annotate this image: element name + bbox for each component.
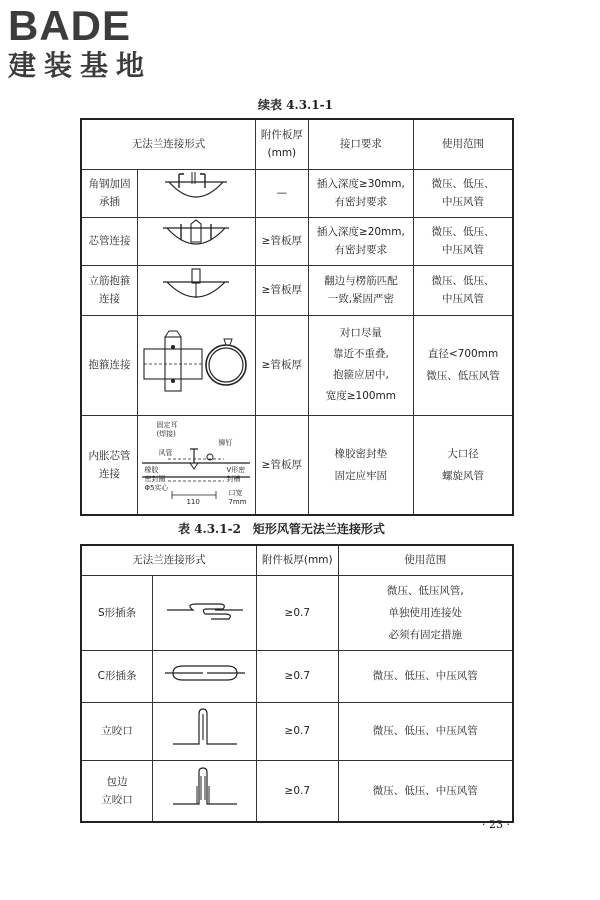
row-interface-line2: 固定应牢固 — [334, 469, 388, 482]
table-row — [81, 702, 513, 760]
row-interface-line2: 靠近不重叠, — [332, 348, 389, 360]
row-scope — [414, 217, 513, 265]
row-interface-line3: 抱箍应居中, — [332, 369, 389, 381]
table1-caption: 续表 4.3.1-1 — [258, 98, 333, 112]
label-solid-core: Φ5实心 — [144, 483, 169, 492]
label-rivet: 铆钉 — [218, 438, 233, 447]
row-scope — [414, 169, 513, 217]
row-thickness: ≥0.7 — [256, 702, 338, 760]
label-width: 110 — [186, 497, 200, 506]
row-thickness: ≥管板厚 — [255, 415, 308, 515]
header-thickness-line1: 附件板厚 — [260, 129, 303, 142]
label-mouth-width-2: 7mm — [228, 497, 247, 506]
table-4-3-1-2 — [80, 544, 514, 823]
row-scope: 微压、低压、中压风管 — [338, 760, 513, 822]
row-interface — [308, 265, 413, 315]
row-interface — [308, 169, 413, 217]
table-row — [81, 217, 513, 265]
logo-wordmark: BADE — [8, 2, 132, 49]
row-name: 芯管连接 — [81, 217, 137, 265]
row-scope-line1: 微压、低压、 — [431, 226, 495, 238]
table-row — [81, 265, 513, 315]
label-v-groove-1: V形密 — [226, 465, 246, 474]
header-interface: 接口要求 — [308, 119, 413, 169]
label-fixed-ear: 固定耳 — [156, 420, 178, 429]
row-interface-line2: 有密封要求 — [334, 244, 388, 256]
table2-caption: 表 4.3.1-2 矩形风管无法兰连接形式 — [178, 522, 385, 536]
row-interface-line2: 一致,紧固严密 — [327, 293, 395, 305]
table-row — [81, 315, 513, 415]
diagram-standing-seam — [153, 702, 257, 760]
row-interface — [308, 415, 413, 515]
row-name-line2: 立咬口 — [101, 793, 133, 806]
row-scope-line2: 螺旋风管 — [442, 469, 485, 482]
row-thickness: ≥管板厚 — [255, 315, 308, 415]
table-continued-4-3-1-1 — [80, 118, 514, 516]
row-interface — [308, 217, 413, 265]
row-name-line1: 立筋抱箍 — [88, 275, 131, 287]
row-thickness: — — [255, 169, 308, 217]
header-form: 无法兰连接形式 — [81, 545, 256, 575]
rib-hoop-diagram — [151, 266, 241, 308]
row-interface-line1: 橡胶密封垫 — [334, 447, 388, 460]
row-interface — [308, 315, 413, 415]
row-name: 立咬口 — [81, 702, 153, 760]
row-name-line1: 包边 — [106, 775, 128, 788]
table1-header-row — [81, 119, 513, 169]
row-name — [81, 415, 137, 515]
row-thickness: ≥管板厚 — [255, 265, 308, 315]
row-thickness: ≥0.7 — [256, 575, 338, 650]
row-thickness: ≥0.7 — [256, 760, 338, 822]
diagram-core-pipe — [137, 217, 255, 265]
header-thickness — [255, 119, 308, 169]
row-interface-line1: 插入深度≥20mm, — [316, 226, 405, 238]
label-duct: 风管 — [158, 448, 173, 457]
row-scope-line2: 单独使用连接处 — [388, 606, 463, 619]
header-thickness: 附件板厚(mm) — [256, 545, 338, 575]
row-thickness: ≥管板厚 — [255, 217, 308, 265]
diagram-rib-hoop — [137, 265, 255, 315]
row-scope-line2: 微压、低压风管 — [426, 370, 500, 382]
row-scope — [414, 265, 513, 315]
label-v-groove-2: 封槽 — [226, 474, 241, 483]
logo — [8, 4, 178, 82]
row-name: 抱箍连接 — [81, 315, 137, 415]
diagram-wrapped-standing-seam — [153, 760, 257, 822]
table-row — [81, 169, 513, 217]
row-scope-line1: 微压、低压、 — [431, 178, 495, 190]
row-name — [81, 169, 137, 217]
row-interface-line1: 插入深度≥30mm, — [316, 178, 405, 190]
diagram-c-strip — [153, 650, 257, 702]
angle-steel-socket-diagram — [151, 170, 241, 210]
row-name: S形插条 — [81, 575, 153, 650]
row-scope-line3: 必须有固定措施 — [388, 628, 463, 641]
diagram-expanding-core — [137, 415, 255, 515]
table2-header-row — [81, 545, 513, 575]
row-scope: 微压、低压、中压风管 — [338, 650, 513, 702]
page-number: · 23 · — [482, 818, 510, 831]
core-pipe-diagram — [151, 218, 241, 258]
hoop-connection-diagram — [140, 327, 252, 397]
wrapped-standing-seam-diagram — [163, 766, 247, 810]
row-scope-line2: 中压风管 — [442, 196, 485, 208]
header-scope: 使用范围 — [414, 119, 513, 169]
header-form: 无法兰连接形式 — [81, 119, 255, 169]
row-name-line1: 内胀芯管 — [88, 449, 131, 462]
row-name-line2: 承插 — [98, 196, 120, 208]
diagram-hoop-connection — [137, 315, 255, 415]
label-mouth-width-1: 口宽 — [228, 488, 243, 497]
row-scope-line1: 直径<700mm — [427, 348, 499, 360]
row-interface-line1: 对口尽量 — [339, 327, 382, 339]
expanding-core-diagram — [138, 419, 254, 511]
row-name-line1: 角钢加固 — [88, 178, 131, 190]
header-scope: 使用范围 — [338, 545, 513, 575]
header-thickness-line2: (mm) — [267, 147, 297, 160]
row-thickness: ≥0.7 — [256, 650, 338, 702]
label-rubber-seal-2: 密封圈 — [144, 474, 166, 483]
table-row — [81, 650, 513, 702]
row-scope-line1: 微压、低压风管, — [386, 584, 464, 597]
diagram-angle-steel-socket — [137, 169, 255, 217]
row-interface-line4: 宽度≥100mm — [325, 390, 397, 402]
row-interface-line1: 翻边与楞筋匹配 — [324, 275, 398, 287]
row-scope-line1: 微压、低压、 — [431, 275, 495, 287]
row-scope — [414, 315, 513, 415]
table-row — [81, 575, 513, 650]
row-scope-line1: 大口径 — [447, 447, 479, 460]
row-scope — [338, 575, 513, 650]
row-scope-line2: 中压风管 — [442, 293, 485, 305]
table-row — [81, 415, 513, 515]
row-scope: 微压、低压、中压风管 — [338, 702, 513, 760]
standing-seam-diagram — [163, 706, 247, 750]
diagram-s-strip — [153, 575, 257, 650]
row-scope — [414, 415, 513, 515]
row-name: C形插条 — [81, 650, 153, 702]
label-rubber-seal-1: 橡胶 — [144, 465, 159, 474]
row-name-line2: 连接 — [98, 467, 120, 480]
row-name — [81, 265, 137, 315]
s-strip-diagram — [163, 595, 247, 625]
row-interface-line2: 有密封要求 — [334, 196, 388, 208]
table-row — [81, 760, 513, 822]
row-name — [81, 760, 153, 822]
c-strip-diagram — [163, 660, 247, 686]
logo-chinese: 建装基地 — [8, 49, 153, 82]
label-weld: (焊接) — [156, 429, 176, 438]
row-name-line2: 连接 — [98, 293, 120, 305]
row-scope-line2: 中压风管 — [442, 244, 485, 256]
